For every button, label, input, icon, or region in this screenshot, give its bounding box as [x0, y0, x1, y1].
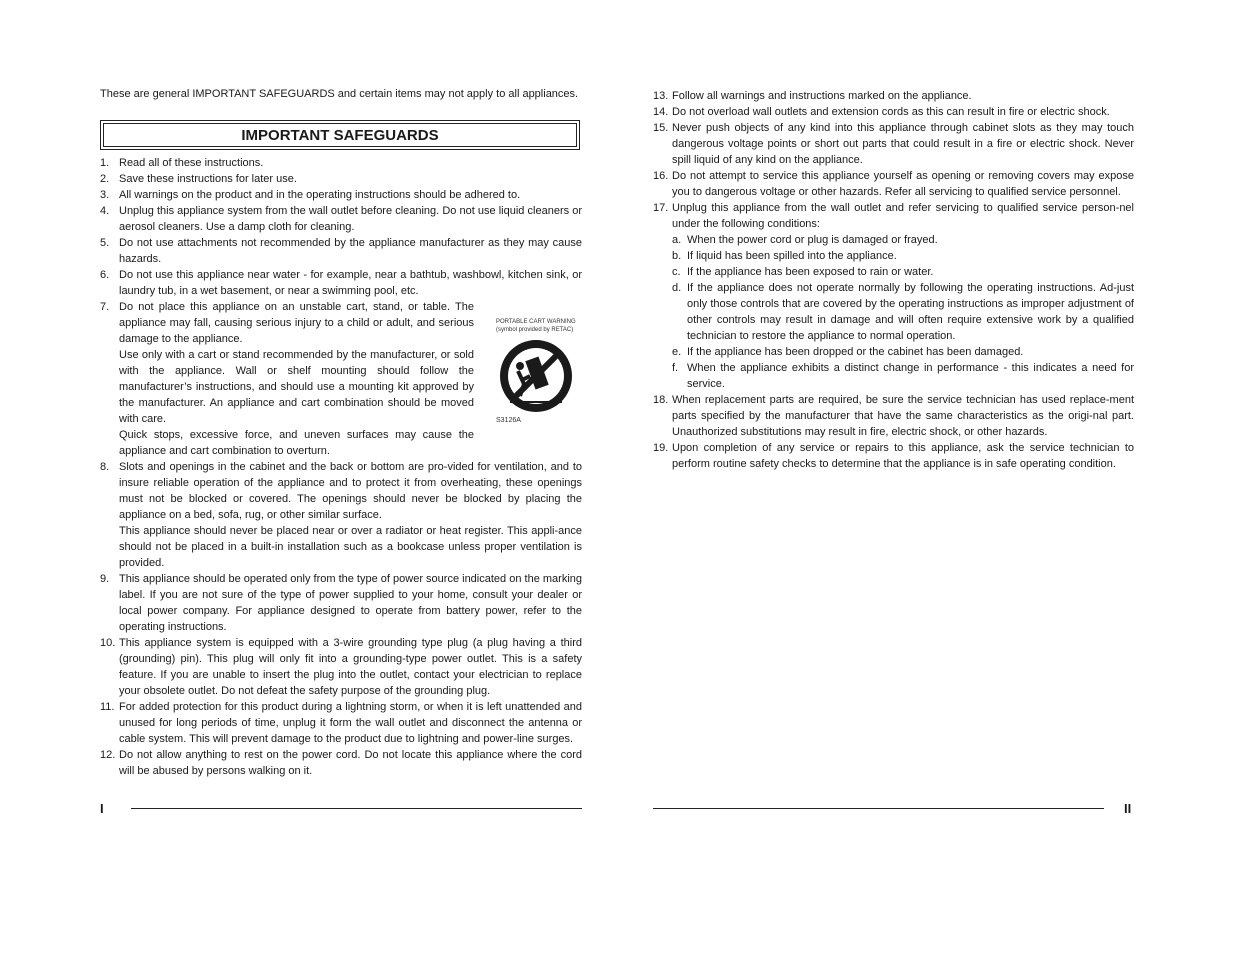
item-text: Do not attempt to service this appliance yourself as opening or removing covers may expose you to dangerous voltage or other hazards. Refer all servicing to qualified service personnel. — [672, 170, 1134, 198]
cart-caption-2: (symbol provided by RETAC) — [496, 327, 574, 333]
item-number: 13. — [653, 90, 669, 102]
safeguard-item — [100, 187, 582, 203]
page-number-left: I — [100, 801, 104, 816]
item-number: 15. — [653, 122, 669, 134]
safeguards-title: IMPORTANT SAFEGUARDS — [103, 123, 577, 147]
safeguard-item — [100, 571, 582, 635]
item-number: 14. — [653, 106, 669, 118]
right-safeguard-list — [653, 88, 1134, 472]
sub-item — [672, 344, 1134, 360]
safeguard-item — [100, 203, 582, 235]
sub-item-letter: b. — [672, 250, 682, 262]
item-number: 18. — [653, 394, 669, 406]
footer-rule-left — [131, 808, 582, 809]
item-number: 11. — [100, 701, 115, 713]
item-text: Use only with a cart or stand recommended by the manufacturer, or sold with the appliance. Wall or shelf mounting should follow the manufacturer’s instructions, and should use a mounting kit approved by the manufacturer. An appliance and cart combination should be moved with care. — [119, 349, 474, 425]
item-text: Unplug this appliance from the wall outlet and refer servicing to qualified service person-nel under the following conditions: — [672, 202, 1134, 230]
item-text: This appliance should be operated only from the type of power source indicated on the marking label. If you are not sure of the type of power supplied to your home, consult your dealer or local power company. For appliance designed to operate from battery power, refer to the operating instructions. — [119, 573, 582, 633]
safeguard-item — [653, 440, 1134, 472]
item-text: Save these instructions for later use. — [119, 173, 297, 185]
item-number: 19. — [653, 442, 669, 454]
item-text: Do not use this appliance near water - for example, near a bathtub, washbowl, kitchen sink, or laundry tub, in a wet basement, or near a swimming pool, etc. — [119, 269, 582, 297]
item-text: Slots and openings in the cabinet and the back or bottom are pro-vided for ventilation, and to insure reliable operation of the appliance and to protect it from overheating, these openings must not be blocked or covered. The openings should never be blocked by placing the appliance on a bed, sofa, rug, or other similar surface. — [119, 461, 582, 521]
item-text: Follow all warnings and instructions marked on the appliance. — [672, 90, 972, 102]
item-text: Never push objects of any kind into this appliance through cabinet slots as they may touch dangerous voltage points or short out parts that could result in a fire or electric shock. Never spill liquid of any kind on the appliance. — [672, 122, 1134, 166]
item-number: 16. — [653, 170, 669, 182]
sub-item-text: If the appliance does not operate normally by following the operating instructions. Ad-just only those controls that are covered by the operating instructions as improper adjustment of other controls may result in damage and will often require extensive work by a qualified technician to restore the appliance to normal operation. — [687, 282, 1134, 342]
item-number: 7. — [100, 301, 110, 313]
item-number: 10. — [100, 637, 116, 649]
item-text: Unplug this appliance system from the wall outlet before cleaning. Do not use liquid cleaners or aerosol cleaners. Use a damp cloth for cleaning. — [119, 205, 582, 233]
sub-item — [672, 232, 1134, 248]
intro-text: These are general IMPORTANT SAFEGUARDS and certain items may not apply to all appliances. — [100, 88, 579, 100]
cart-caption-1: PORTABLE CART WARNING — [496, 319, 576, 325]
item-number: 6. — [100, 269, 110, 281]
item-text: When replacement parts are required, be sure the service technician has used replace-ment parts specified by the manufacturer that have the same characteristics as the origi-nal part. Unauthorized substitutions may result in fire, electric shock, or other hazards. — [672, 394, 1134, 438]
item-text: Do not use attachments not recommended by the appliance manufacturer as they may cause hazards. — [119, 237, 582, 265]
sub-item-letter: a. — [672, 234, 682, 246]
item-text: Quick stops, excessive force, and uneven surfaces may cause the appliance and cart combination to overturn. — [119, 429, 474, 457]
item-text: For added protection for this product during a lightning storm, or when it is left unattended and unused for long periods of time, unplug it form the wall outlet and disconnect the antenna or cable system. This will prevent damage to the product due to lightning and power-line surges. — [119, 701, 582, 745]
safeguard-item — [653, 392, 1134, 440]
safeguard-item — [100, 267, 582, 299]
safeguard-item — [100, 635, 582, 699]
item-number: 2. — [100, 173, 110, 185]
safeguard-item — [653, 200, 1134, 392]
safeguard-item — [653, 88, 1134, 104]
safeguard-item — [653, 120, 1134, 168]
item-text: Upon completion of any service or repairs to this appliance, ask the service technician to perform routine safety checks to determine that the appliance is in safe operating condition. — [672, 442, 1134, 470]
item-text: Do not allow anything to rest on the power cord. Do not locate this appliance where the cord will be abused by persons walking on it. — [119, 749, 582, 777]
item-number: 4. — [100, 205, 110, 217]
safeguard-item — [100, 155, 582, 171]
item-text: Do not overload wall outlets and extension cords as this can result in fire or electric shock. — [672, 106, 1110, 118]
sub-item — [672, 248, 1134, 264]
item-number: 12. — [100, 749, 116, 761]
item-text: Do not place this appliance on an unstable cart, stand, or table. The appliance may fall, causing serious injury to a child or adult, and serious damage to the appliance. — [119, 301, 474, 345]
item-number: 1. — [100, 157, 110, 169]
item-number: 8. — [100, 461, 110, 473]
page-number-right: II — [1124, 801, 1132, 816]
item-text: This appliance should never be placed near or over a radiator or heat register. This appli-ance should not be placed in a built-in installation such as a bookcase unless proper ventilation is provided. — [119, 525, 582, 569]
safeguard-item — [100, 747, 582, 779]
item-text: This appliance system is equipped with a 3-wire grounding type plug (a plug having a third (grounding) pin). This plug will only fit into a grounding-type power outlet. This is a safety feature. If you are unable to insert the plug into the outlet, contact your electrician to replace your obsolete outlet. Do not defeat the safety purpose of the grounding plug. — [119, 637, 582, 697]
portable-cart-warning — [496, 318, 582, 424]
sub-item-text: If the appliance has been exposed to rain or water. — [687, 266, 934, 278]
sub-item-letter: d. — [672, 282, 682, 294]
safeguard-item — [100, 171, 582, 187]
item-number: 9. — [100, 573, 110, 585]
left-safeguard-list — [100, 155, 582, 779]
sub-item-text: When the appliance exhibits a distinct change in performance - this indicates a need for service. — [687, 362, 1134, 390]
sub-item-letter: c. — [672, 266, 681, 278]
sub-item — [672, 360, 1134, 392]
item-text: Read all of these instructions. — [119, 157, 264, 169]
portable-cart-warning-icon — [496, 336, 576, 416]
safeguard-item — [653, 168, 1134, 200]
sub-item-letter: f. — [672, 362, 679, 374]
footer-rule-right — [653, 808, 1104, 809]
sub-item — [672, 264, 1134, 280]
safeguard-item — [100, 235, 582, 267]
item-number: 17. — [653, 202, 669, 214]
cart-code: S3126A — [496, 417, 521, 424]
safeguard-item — [100, 699, 582, 747]
sub-item-text: If the appliance has been dropped or the cabinet has been damaged. — [687, 346, 1024, 358]
item-number: 5. — [100, 237, 110, 249]
title-box — [100, 120, 580, 150]
sub-item-text: If liquid has been spilled into the appliance. — [687, 250, 897, 262]
item-number: 3. — [100, 189, 110, 201]
sub-item — [672, 280, 1134, 344]
sub-item-text: When the power cord or plug is damaged or frayed. — [687, 234, 938, 246]
item-text: All warnings on the product and in the operating instructions should be adhered to. — [119, 189, 521, 201]
safeguard-item — [653, 104, 1134, 120]
safeguard-item — [100, 459, 582, 571]
sub-item-letter: e. — [672, 346, 682, 358]
